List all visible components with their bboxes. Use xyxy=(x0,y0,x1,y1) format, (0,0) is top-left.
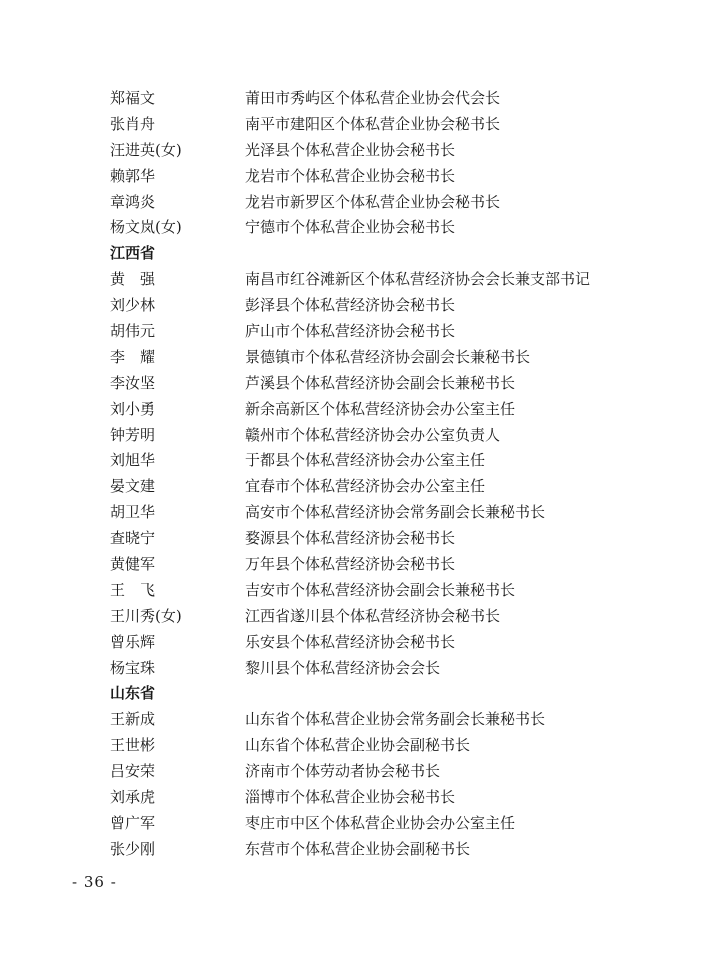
member-name: 查晓宁 xyxy=(110,529,156,548)
member-row xyxy=(0,319,720,345)
province-heading-row xyxy=(0,681,720,707)
member-row xyxy=(0,215,720,241)
member-name: 吕安荣 xyxy=(110,762,156,781)
member-name: 王 飞 xyxy=(110,580,156,599)
member-name: 章鸿炎 xyxy=(110,192,156,211)
member-name: 汪进英(女) xyxy=(110,140,182,159)
member-name: 胡伟元 xyxy=(110,322,156,341)
member-title: 于都县个体私营经济协会办公室主任 xyxy=(245,451,486,470)
member-row xyxy=(0,526,720,552)
member-row xyxy=(0,397,720,423)
member-row xyxy=(0,785,720,811)
member-name: 刘小勇 xyxy=(110,399,156,418)
member-name: 郑福文 xyxy=(110,89,156,107)
page-number: - 36 - xyxy=(72,873,117,891)
member-name: 赖郭华 xyxy=(110,166,156,185)
member-title: 山东省个体私营企业协会常务副会长兼秘书长 xyxy=(245,710,546,729)
member-row xyxy=(0,733,720,759)
member-row xyxy=(0,267,720,293)
member-title: 龙岩市个体私营企业协会秘书长 xyxy=(245,166,456,185)
member-title: 婺源县个体私营经济协会秘书长 xyxy=(245,529,456,548)
member-title: 新余高新区个体私营经济协会办公室主任 xyxy=(245,399,516,418)
member-name: 刘承虎 xyxy=(110,788,156,807)
member-name: 钟芳明 xyxy=(110,425,156,444)
province-heading-row xyxy=(0,241,720,267)
member-title: 山东省个体私营企业协会副秘书长 xyxy=(245,736,471,755)
member-title: 吉安市个体私营经济协会副会长兼秘书长 xyxy=(245,580,516,599)
member-row xyxy=(0,656,720,682)
member-title: 高安市个体私营经济协会常务副会长兼秘书长 xyxy=(245,503,546,522)
member-name: 刘旭华 xyxy=(110,451,156,470)
member-title: 龙岩市新罗区个体私营企业协会秘书长 xyxy=(245,192,501,211)
member-row xyxy=(0,837,720,863)
member-row xyxy=(0,759,720,785)
member-title: 万年县个体私营经济协会秘书长 xyxy=(245,555,456,574)
member-title: 济南市个体劳动者协会秘书长 xyxy=(245,762,441,781)
member-row xyxy=(0,190,720,216)
member-name: 李汝坚 xyxy=(110,373,156,392)
member-title: 南昌市红谷滩新区个体私营经济协会会长兼支部书记 xyxy=(245,270,591,289)
member-name: 黄 强 xyxy=(110,270,156,289)
member-row xyxy=(0,604,720,630)
member-name: 晏文建 xyxy=(110,477,156,496)
member-row xyxy=(0,138,720,164)
member-row xyxy=(0,707,720,733)
member-row xyxy=(0,448,720,474)
member-name: 李 耀 xyxy=(110,347,156,366)
member-name: 王新成 xyxy=(110,710,156,729)
member-name: 杨宝珠 xyxy=(110,658,156,677)
member-list xyxy=(0,86,720,863)
member-name: 黄健军 xyxy=(110,555,156,574)
member-title: 枣庄市中区个体私营企业协会办公室主任 xyxy=(245,813,516,832)
member-row xyxy=(0,500,720,526)
member-title: 淄博市个体私营企业协会秘书长 xyxy=(245,788,456,807)
member-row xyxy=(0,552,720,578)
member-title: 江西省遂川县个体私营经济协会秘书长 xyxy=(245,606,501,625)
province-heading: 山东省 xyxy=(110,684,156,703)
member-title: 东营市个体私营企业协会副秘书长 xyxy=(245,839,471,858)
member-name: 杨文岚(女) xyxy=(110,218,182,237)
member-name: 王世彬 xyxy=(110,736,156,755)
member-title: 南平市建阳区个体私营企业协会秘书长 xyxy=(245,114,501,133)
member-row xyxy=(0,86,720,112)
member-name: 曾乐辉 xyxy=(110,632,156,651)
member-row xyxy=(0,811,720,837)
member-name: 张少刚 xyxy=(110,839,156,858)
member-row xyxy=(0,112,720,138)
member-title: 乐安县个体私营经济协会秘书长 xyxy=(245,632,456,651)
member-title: 庐山市个体私营经济协会秘书长 xyxy=(245,322,456,341)
member-name: 张肖舟 xyxy=(110,114,156,133)
member-title: 莆田市秀屿区个体私营企业协会代会长 xyxy=(245,89,501,107)
member-row xyxy=(0,293,720,319)
member-name: 刘少林 xyxy=(110,296,156,315)
member-name: 胡卫华 xyxy=(110,503,156,522)
member-name: 曾广军 xyxy=(110,813,156,832)
province-heading: 江西省 xyxy=(110,244,156,263)
member-title: 黎川县个体私营经济协会会长 xyxy=(245,658,441,677)
member-row xyxy=(0,474,720,500)
member-row xyxy=(0,164,720,190)
member-row xyxy=(0,345,720,371)
member-title: 赣州市个体私营经济协会办公室负责人 xyxy=(245,425,501,444)
member-row xyxy=(0,423,720,449)
member-row xyxy=(0,578,720,604)
member-row xyxy=(0,371,720,397)
member-row xyxy=(0,630,720,656)
member-title: 芦溪县个体私营经济协会副会长兼秘书长 xyxy=(245,373,516,392)
member-title: 宜春市个体私营经济协会办公室主任 xyxy=(245,477,486,496)
member-title: 景德镇市个体私营经济协会副会长兼秘书长 xyxy=(245,347,531,366)
member-title: 宁德市个体私营企业协会秘书长 xyxy=(245,218,456,237)
member-title: 光泽县个体私营企业协会秘书长 xyxy=(245,140,456,159)
member-name: 王川秀(女) xyxy=(110,606,182,625)
member-title: 彭泽县个体私营经济协会秘书长 xyxy=(245,296,456,315)
